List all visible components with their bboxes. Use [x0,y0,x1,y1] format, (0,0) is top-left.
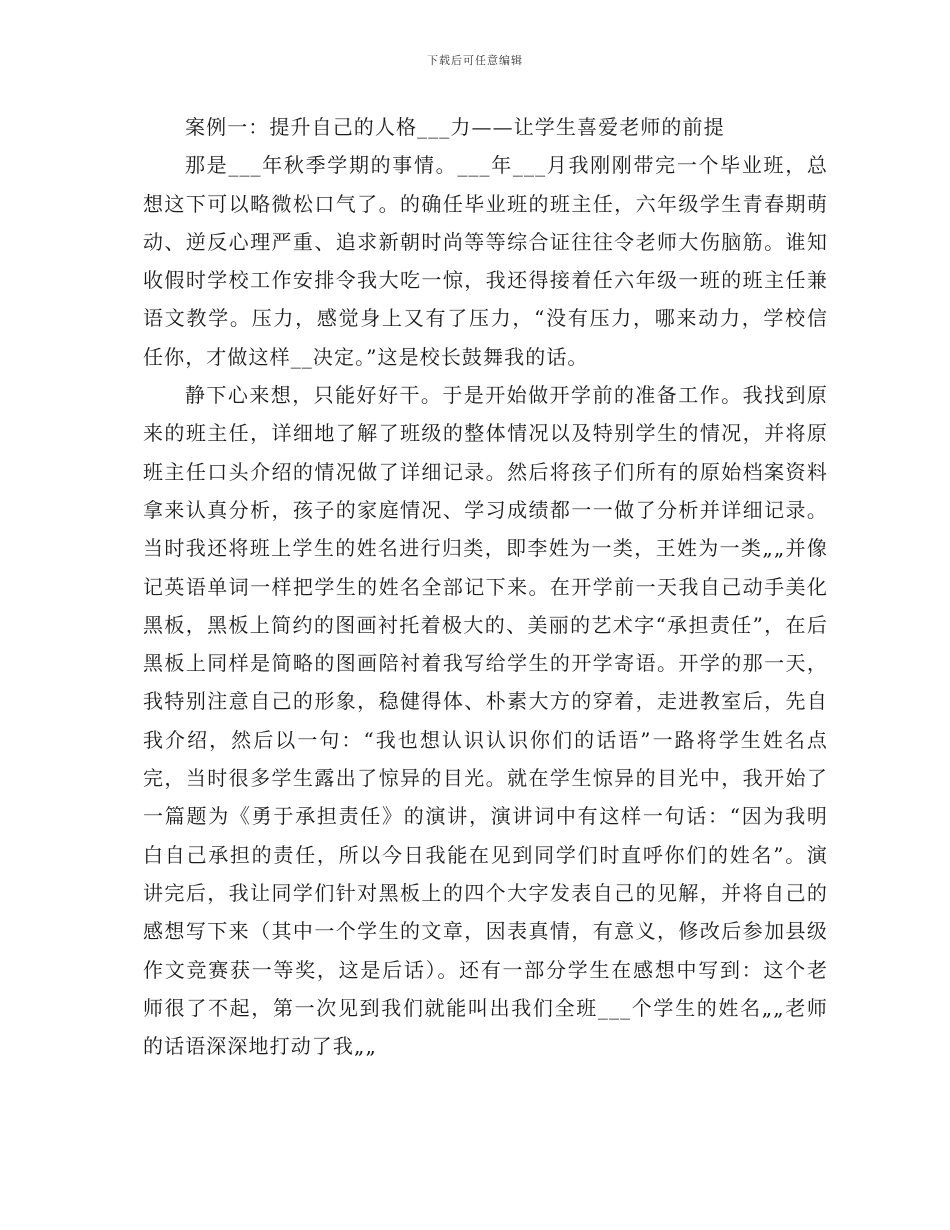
document-body [143,108,828,1065]
paragraph-2: 静下心来想，只能好好干。于是开始做开学前的准备工作。我找到原来的班主任，详细地了解了班级的整体情况以及特别学生的情况，并将原班主任口头介绍的情况做了详细记录。然后将孩子们所有的原始档案资料拿来认真分析，孩子的家庭情况、学习成绩都一一做了分析并详细记录。当时我还将班上学生的姓名进行归类，即李姓为一类，王姓为一类„„并像记英语单词一样把学生的姓名全部记下来。在开学前一天我自己动手美化黑板，黑板上简约的图画衬托着极大的、美丽的艺术字“承担责任”，在后黑板上同样是简略的图画陪衬着我写给学生的开学寄语。开学的那一天，我特别注意自己的形象，稳健得体、朴素大方的穿着，走进教室后，先自我介绍，然后以一句：“我也想认识认识你们的话语”一路将学生姓名点完，当时很多学生露出了惊异的目光。就在学生惊异的目光中，我开始了一篇题为《勇于承担责任》的演讲，演讲词中有这样一句话：“因为我明白自己承担的责任，所以今日我能在见到同学们时直呼你们的姓名”。演讲完后，我让同学们针对黑板上的四个大字发表自己的见解，并将自己的感想写下来（其中一个学生的文章，因表真情，有意义，修改后参加县级作文竞赛获一等奖，这是后话）。还有一部分学生在感想中写到：这个老师很了不起，第一次见到我们就能叫出我们全班___个学生的姓名„„老师的话语深深地打动了我„„ [143,383,828,1059]
paragraph-1: 那是___年秋季学期的事情。___年___月我刚刚带完一个毕业班，总想这下可以略微松口气了。的确任毕业班的班主任，六年级学生青春期萌动、逆反心理严重、追求新朝时尚等等综合证往往令老师大伤脑筋。谁知收假时学校工作安排令我大吃一惊，我还得接着任六年级一班的班主任兼语文教学。压力，感觉身上又有了压力，“没有压力，哪来动力，学校信任你，才做这样__决定。”这是校长鼓舞我的话。 [143,153,828,369]
case-title: 案例一：提升自己的人格___力——让学生喜爱老师的前提 [185,115,725,139]
header-note: 下载后可任意编辑 [427,54,523,67]
